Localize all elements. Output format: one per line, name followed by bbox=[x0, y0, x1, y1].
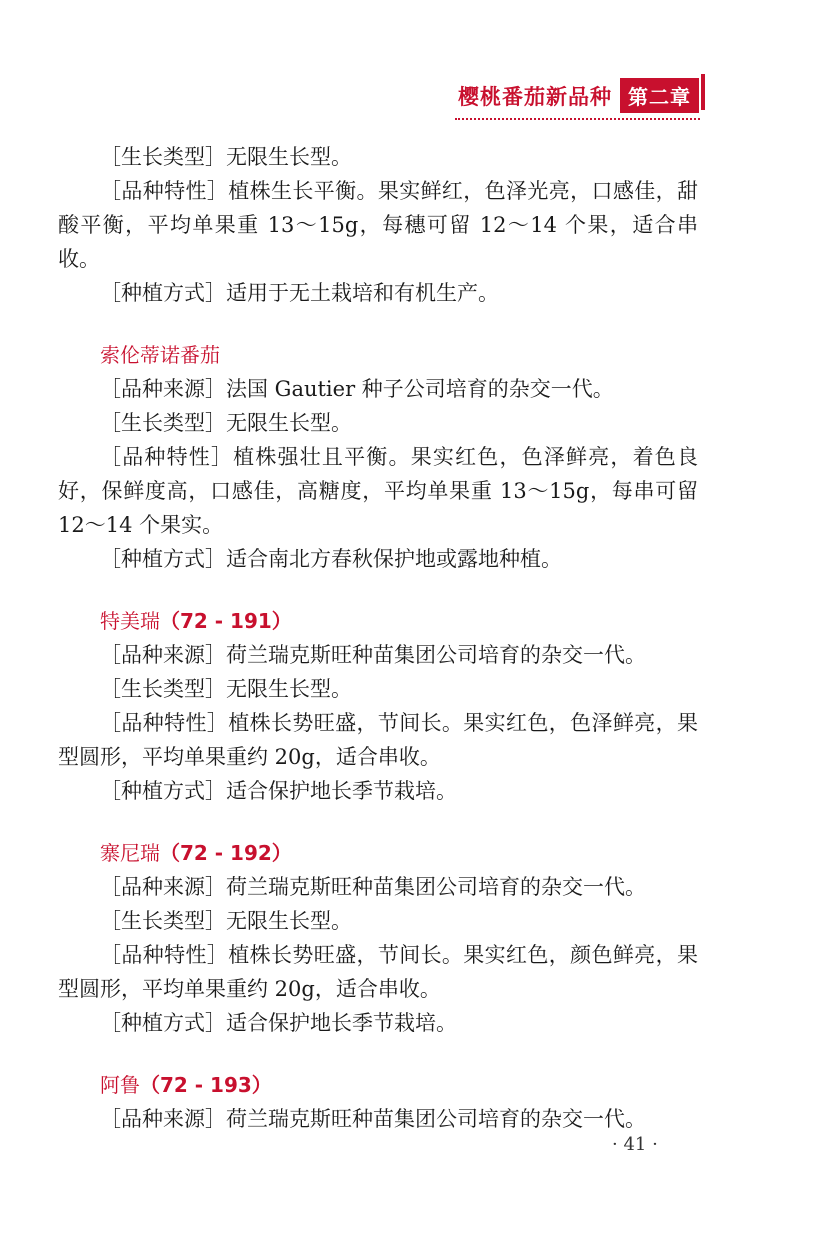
entry-paragraph: ［种植方式］适合保护地长季节栽培。 bbox=[100, 1011, 457, 1035]
variety-title: 寨尼瑞（72 - 192） bbox=[100, 841, 292, 865]
entry-paragraph: ［种植方式］适合保护地长季节栽培。 bbox=[100, 779, 457, 803]
entry-paragraph: ［品种来源］荷兰瑞克斯旺种苗集团公司培育的杂交一代。 bbox=[100, 643, 646, 667]
entry-paragraph: ［生长类型］无限生长型。 bbox=[100, 677, 352, 701]
variety-title: 特美瑞（72 - 191） bbox=[100, 609, 292, 633]
entry-paragraph: ［品种特性］植株强壮且平衡。果实红色，色泽鲜亮，着色良好，保鲜度高，口感佳，高糖度，平均单果重 13～15g，每串可留 12～14 个果实。 bbox=[58, 445, 699, 537]
entry-paragraph: ［生长类型］无限生长型。 bbox=[100, 909, 352, 933]
entry-paragraph: ［品种特性］植株生长平衡。果实鲜红，色泽光亮，口感佳，甜酸平衡，平均单果重 13～15g，每穗可留 12～14 个果，适合串收。 bbox=[58, 179, 699, 271]
entry-paragraph: ［种植方式］适合南北方春秋保护地或露地种植。 bbox=[100, 547, 562, 571]
entry-paragraph: ［品种来源］荷兰瑞克斯旺种苗集团公司培育的杂交一代。 bbox=[100, 1107, 646, 1131]
entry-paragraph: ［生长类型］无限生长型。 bbox=[100, 145, 352, 169]
entry-paragraph: ［种植方式］适用于无土栽培和有机生产。 bbox=[100, 281, 499, 305]
entry-paragraph: ［品种来源］法国 Gautier 种子公司培育的杂交一代。 bbox=[100, 377, 614, 401]
variety-title: 阿鲁（72 - 193） bbox=[100, 1073, 272, 1097]
entry-paragraph: ［品种特性］植株长势旺盛，节间长。果实红色，色泽鲜亮，果型圆形，平均单果重约 20g，适合串收。 bbox=[58, 711, 699, 769]
entry-paragraph: ［品种特性］植株长势旺盛，节间长。果实红色，颜色鲜亮，果型圆形，平均单果重约 20g，适合串收。 bbox=[58, 943, 699, 1001]
page-number: · 41 · bbox=[612, 1134, 658, 1155]
chapter-badge: 第二章 bbox=[620, 78, 699, 113]
header-dotted-rule bbox=[455, 118, 700, 120]
variety-title: 索伦蒂诺番茄 bbox=[100, 343, 220, 367]
book-title: 樱桃番茄新品种 bbox=[458, 84, 612, 109]
header-accent-bar bbox=[701, 74, 705, 110]
entry-paragraph: ［品种来源］荷兰瑞克斯旺种苗集团公司培育的杂交一代。 bbox=[100, 875, 646, 899]
entry-paragraph: ［生长类型］无限生长型。 bbox=[100, 411, 352, 435]
page-header bbox=[458, 78, 699, 113]
page-body bbox=[58, 140, 698, 1136]
